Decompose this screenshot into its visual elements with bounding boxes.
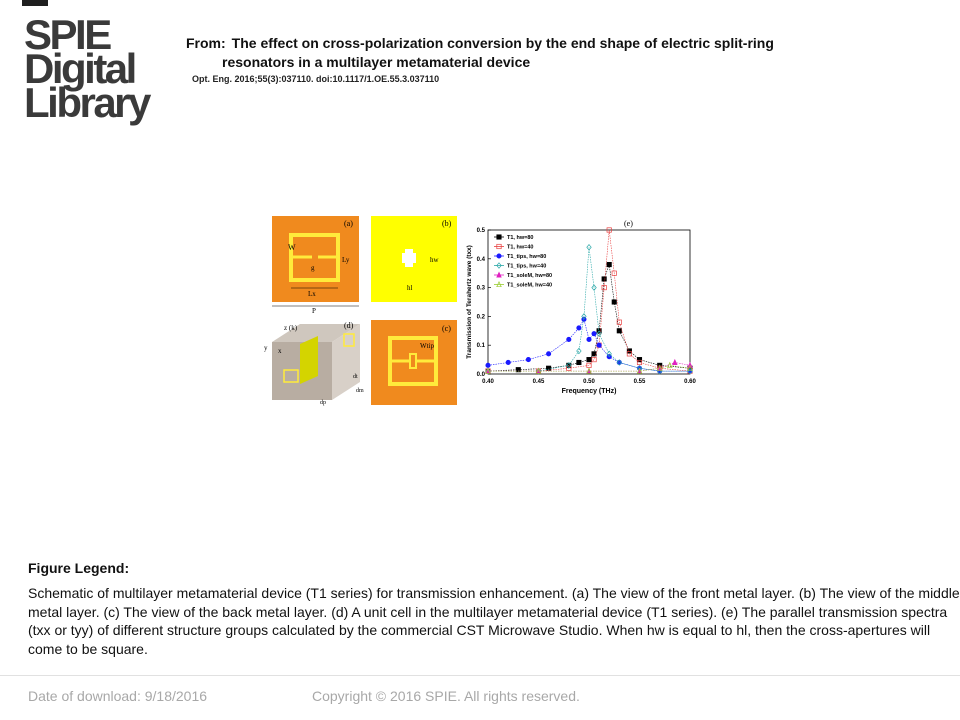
data-point	[587, 337, 591, 341]
panel-b	[371, 216, 457, 302]
legend-entry-label: T1, hw=80	[507, 235, 534, 241]
article-reference	[186, 34, 906, 84]
figure-svg	[260, 212, 700, 408]
legend-entry-label: T1_soleM, hw=40	[507, 282, 553, 289]
data-point	[612, 300, 616, 304]
panel-d-axis-z: z (k)	[284, 324, 298, 332]
x-tick-label: 0.45	[532, 379, 545, 385]
x-tick-label: 0.60	[684, 379, 696, 385]
article-citation: Opt. Eng. 2016;55(3):037110. doi:10.1117/1.OE.55.3.037110	[192, 74, 440, 84]
data-point	[587, 357, 591, 361]
data-point	[602, 277, 606, 281]
copyright-notice: Copyright © 2016 SPIE. All rights reserved.	[312, 688, 580, 704]
spie-digital-library-logo	[24, 11, 154, 126]
y-tick-label: 0.4	[476, 256, 485, 263]
legend-entry-label: T1_tips, hw=80	[507, 254, 547, 260]
article-title-line-1: The effect on cross-polarization conversion by the end shape of electric split-ring	[231, 35, 774, 51]
panel-e-label: (e)	[624, 219, 633, 228]
data-point	[486, 363, 490, 367]
panel-c	[371, 320, 457, 405]
chart-frame	[488, 230, 690, 374]
data-point	[546, 352, 550, 356]
panel-b-label: (b)	[442, 219, 452, 228]
x-tick-label: 0.55	[633, 379, 646, 385]
panel-c-dim-wtip: Wtip	[420, 342, 434, 350]
panel-a-dim-g: g	[311, 264, 315, 272]
panel-b-dim-hw: hw	[430, 256, 439, 264]
figure-legend	[28, 560, 960, 658]
panel-a-label: (a)	[344, 219, 353, 228]
chart-plot-area	[466, 228, 696, 395]
panel-a-dim-w: W	[288, 243, 296, 252]
footer-divider	[0, 675, 960, 676]
y-tick-label: 0.3	[476, 285, 485, 292]
article-title	[186, 34, 906, 53]
panel-b-dim-hl: hl	[407, 284, 413, 292]
data-point	[506, 360, 510, 364]
legend-entry-label: T1_soleM, hw=80	[507, 273, 553, 279]
data-point	[597, 343, 601, 347]
panel-d-label: (d)	[344, 321, 354, 330]
panel-a	[272, 216, 359, 315]
logo-line-2: Digital	[24, 45, 135, 92]
figure-image	[260, 212, 700, 408]
data-point	[497, 235, 501, 239]
x-axis-label: Frequency (THz)	[561, 388, 617, 395]
data-point	[497, 254, 501, 258]
data-point	[592, 331, 596, 335]
data-point	[577, 326, 581, 330]
from-label: From:	[186, 35, 226, 51]
data-point	[617, 329, 621, 333]
panel-c-label: (c)	[442, 324, 451, 333]
panel-a-dim-ly: Ly	[342, 256, 350, 264]
legend-entry-label: T1_tips, hw=40	[507, 263, 547, 270]
figure-legend-heading: Figure Legend:	[28, 560, 130, 576]
x-tick-label: 0.50	[583, 379, 595, 385]
panel-d-axis-y: y	[264, 344, 268, 352]
article-title-line-2: resonators in a multilayer metamaterial device	[222, 54, 531, 70]
logo-line-1: SPIE	[24, 11, 110, 58]
y-axis-label: Transmission of Terahertz wave (txx)	[466, 245, 473, 359]
data-point	[546, 366, 550, 370]
top-accent-bar	[22, 0, 48, 6]
x-tick-label: 0.40	[482, 379, 494, 385]
data-point	[577, 360, 581, 364]
y-tick-label: 0.1	[476, 343, 485, 350]
y-tick-label: 0.2	[476, 314, 485, 321]
panel-a-dim-p: P	[312, 307, 316, 315]
panel-d-dim-dt: dt	[353, 374, 358, 380]
panel-d	[264, 321, 364, 406]
y-tick-label: 0.0	[476, 372, 485, 378]
legend-entry-label: T1, hw=40	[507, 244, 534, 251]
panel-d-dim-dp: dp	[320, 400, 326, 406]
logo-line-3: Library	[24, 79, 149, 126]
download-date: Date of download: 9/18/2016	[28, 688, 208, 704]
data-point	[607, 262, 611, 266]
panel-a-dim-lx: Lx	[308, 290, 316, 298]
y-tick-label: 0.5	[476, 228, 485, 234]
data-point	[637, 357, 641, 361]
panel-d-dim-dm: dm	[356, 388, 364, 394]
figure-legend-text: Schematic of multilayer metamaterial device (T1 series) for transmission enhancement. (a) The view of the front metal layer. (b) The view of the middle metal layer. (c) The view of the back metal layer. (d) A unit cell in the multilayer metamaterial device (T1 series). (e) The parallel transmission spectra (txx or tyy) of different structure groups calculated by the commercial CST Microwave Studio. When hw is equal to hl, then the cross-apertures will come to be square.	[28, 585, 960, 657]
data-point	[567, 337, 571, 341]
panel-d-axis-x: x	[278, 347, 282, 355]
panel-e-chart	[466, 219, 696, 395]
data-point	[526, 357, 530, 361]
